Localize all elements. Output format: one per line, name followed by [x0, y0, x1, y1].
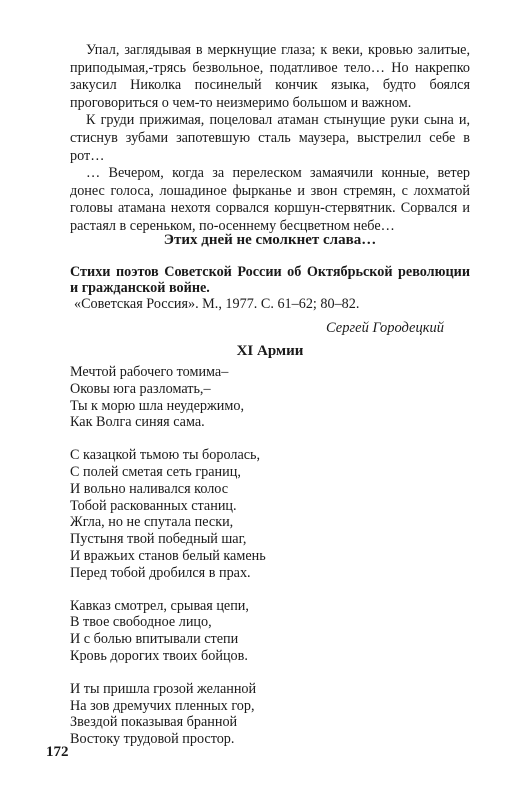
stanza	[70, 598, 430, 665]
poem-line: С полей сметая сеть границ,	[70, 463, 241, 480]
poem	[70, 364, 430, 764]
poem-line: Кавказ смотрел, срывая цепи,	[70, 597, 249, 614]
poem-line: Мечтой рабочего томима–	[70, 364, 229, 380]
prose-paragraph: К груди прижимая, поцеловал атаман стынущие руки сына и, стиснув зубами запотевшую сталь маузера, выстрелил себе в рот…	[70, 112, 470, 164]
poem-title: XI Армии	[236, 343, 304, 359]
stanza	[70, 681, 430, 748]
source-reference: «Советская Россия». М., 1977. С. 61–62; 80–82.	[74, 296, 360, 312]
poem-line: И с болью впитывали степи	[70, 631, 239, 648]
poem-line: И ты пришла грозой желанной	[70, 680, 257, 697]
page-number: 172	[46, 744, 69, 760]
poem-line: Тобой раскованных станиц.	[70, 497, 237, 514]
poem-line: Как Волга синяя сама.	[70, 414, 205, 431]
source-title: Стихи поэтов Советской России об Октябрьской революции и гражданской войне.	[70, 264, 470, 296]
poem-line: Оковы юга разломать,–	[70, 380, 211, 397]
poem-line: И вольно наливался колос	[70, 480, 229, 497]
poem-line: Кровь дорогих твоих бойцов.	[70, 647, 248, 664]
poem-line: Пустыня твой победный шаг,	[70, 531, 247, 548]
section-title: Этих дней не смолкнет слава…	[163, 232, 377, 248]
poem-author: Сергей Городецкий	[326, 320, 444, 336]
poem-line: Жгла, но не спутала пески,	[70, 514, 234, 531]
poem-line: На зов дремучих пленных гор,	[70, 697, 255, 714]
poem-line: Перед тобой дробился в прах.	[70, 564, 251, 581]
poem-line: И вражьих станов белый камень	[70, 547, 266, 564]
prose-paragraph: Упал, заглядывая в меркнущие глаза; к веки, кровью залитые, приподымая,-трясь безвольное, податливое тело… Но накрепко закусил Николка посинелый кончик языка, будто боялся проговориться о чем-то неизмеримо большом и важном.	[70, 42, 470, 111]
prose-paragraph: … Вечером, когда за перелеском замаячили конные, ветер донес голоса, лошадиное фырканье и звон стремян, с лохматой головы атамана нехотя сорвался коршун-стервятник. Сорвался и растаял в сереньком, по-осеннему бесцветном небе…	[70, 165, 470, 234]
prose-block	[70, 42, 470, 236]
poem-line: С казацкой тьмою ты боролась,	[70, 447, 261, 464]
stanza	[70, 447, 430, 581]
poem-line: Востоку трудовой простор.	[70, 731, 235, 748]
stanza	[70, 364, 430, 431]
poem-line: В твое свободное лицо,	[70, 614, 212, 631]
poem-line: Ты к морю шла неудержимо,	[70, 397, 244, 414]
poem-line: Звездой показывая бранной	[70, 714, 238, 731]
